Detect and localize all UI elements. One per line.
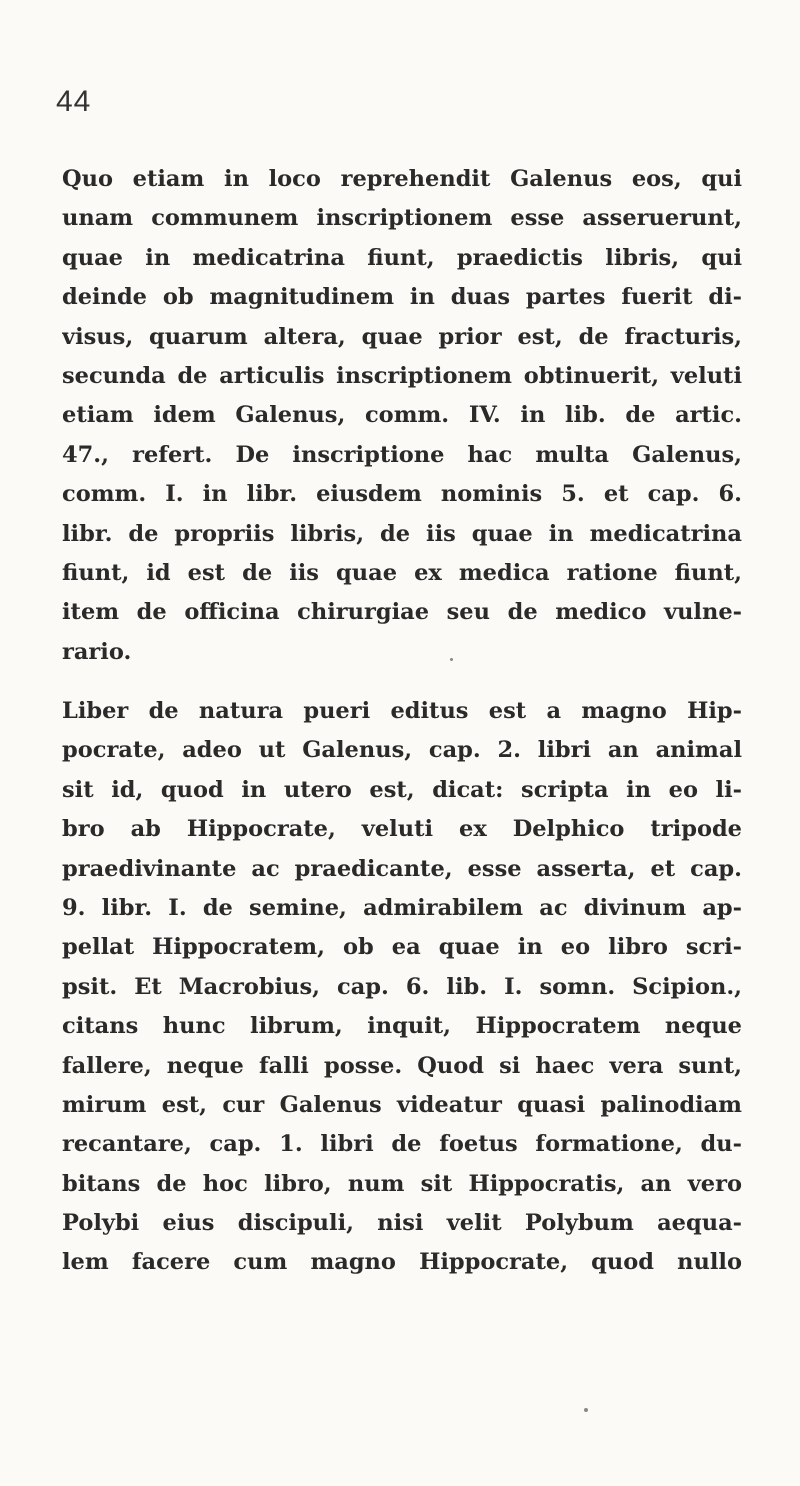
text-line: psit. Et Macrobius, cap. 6. lib. I. somn. Scipion., xyxy=(62,973,742,1000)
text-line: item de officina chirurgiae seu de medico vulne- xyxy=(62,599,742,626)
text-line: Liber de natura pueri editus est a magno Hip- xyxy=(62,698,742,724)
text-line: rario. xyxy=(62,638,132,665)
ink-speck xyxy=(450,658,453,661)
text-line: bro ab Hippocrate, veluti ex Delphico tripode xyxy=(62,816,742,843)
text-line: lem facere cum magno Hippocrate, quod nullo xyxy=(62,1249,742,1276)
ink-speck xyxy=(584,1408,588,1412)
text-line: 9. libr. I. de semine, admirabilem ac divinum ap- xyxy=(62,894,742,921)
text-line: secunda de articulis inscriptionem obtinuerit, veluti xyxy=(62,362,742,389)
text-line: pellat Hippocratem, ob ea quae in eo libro scri- xyxy=(62,934,742,961)
page-number: 44 xyxy=(56,85,92,118)
paragraph-1 xyxy=(62,160,742,672)
text-line: comm. I. in libr. eiusdem nominis 5. et cap. 6. xyxy=(62,481,742,508)
text-line: unam communem inscriptionem esse asseruerunt, xyxy=(62,205,742,232)
text-line: deinde ob magnitudinem in duas partes fuerit di- xyxy=(62,284,742,311)
text-line: citans hunc librum, inquit, Hippocratem neque xyxy=(62,1013,742,1040)
text-line: pocrate, adeo ut Galenus, cap. 2. libri an animal xyxy=(62,737,742,764)
text-line: libr. de propriis libris, de iis quae in medicatrina xyxy=(62,520,742,547)
text-line: recantare, cap. 1. libri de foetus formatione, du- xyxy=(62,1131,742,1158)
paragraph-2 xyxy=(62,692,742,1283)
text-line: etiam idem Galenus, comm. IV. in lib. de artic. xyxy=(62,402,742,429)
text-line: praedivinante ac praedicante, esse asserta, et cap. xyxy=(62,855,742,882)
text-line: sit id, quod in utero est, dicat: scripta in eo li- xyxy=(62,776,742,803)
text-line: quae in medicatrina fiunt, praedictis libris, qui xyxy=(62,244,742,271)
text-line: fallere, neque falli posse. Quod si haec vera sunt, xyxy=(62,1052,742,1079)
text-line: mirum est, cur Galenus videatur quasi palinodiam xyxy=(62,1091,742,1118)
text-line: Polybi eius discipuli, nisi velit Polybum aequa- xyxy=(62,1210,742,1237)
text-line: fiunt, id est de iis quae ex medica ratione fiunt, xyxy=(62,559,742,586)
text-line: Quo etiam in loco reprehendit Galenus eos, qui xyxy=(62,166,742,192)
text-line: visus, quarum altera, quae prior est, de fracturis, xyxy=(62,323,742,350)
text-line: 47., refert. De inscriptione hac multa Galenus, xyxy=(62,441,742,468)
text-line: bitans de hoc libro, num sit Hippocratis, an vero xyxy=(62,1170,742,1197)
